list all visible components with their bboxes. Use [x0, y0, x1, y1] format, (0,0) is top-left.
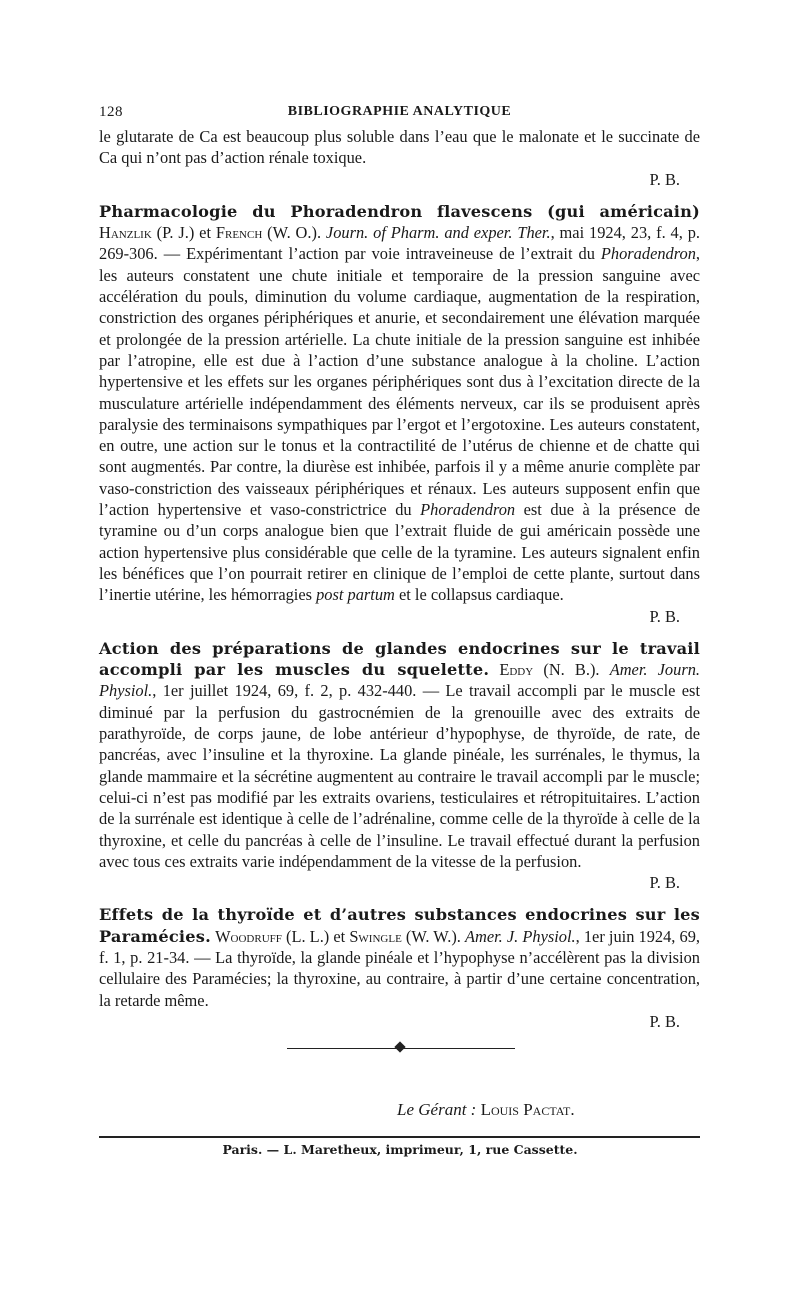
entry-paragraph: Action des préparations de glandes endocrines sur le travail accompli par les muscles du squelette. Eddy (N. B.). Amer. Journ. Physiol., 1er juillet 1924, 69, f. 2, p. 432-440. — Le travail accompli par le muscle est diminué par la perfusion du gastrocnémien de la grenouille avec des extraits de parathyroïde, de corps jaune, de lobe antérieur d’hypophyse, de thyroïde, de rate, de pancréas, avec l’insuline et la thyroxine. La glande pinéale, les surrénales, le thymus, la glande mammaire et la sécrétine augmentent au contraire le travail accompli par le muscle; celui-ci n’est pas modifié par les extraits ovariens, testiculaires et rétropituitaires. L’action de la surrénale est identique à celle de l’adrénaline, comme celle de la thyroïde à celle de la thyroxine, et celle du pancréas à celle de l’insuline. Le travail effectué durant la perfusion avec tous ces extraits varie indépendamment de la vitesse de la perfusion.	[99, 638, 700, 871]
author-name: Woodruff	[215, 926, 282, 946]
gerant-label: Le Gérant :	[397, 1100, 481, 1119]
page-header	[99, 100, 700, 126]
journal-title: Journ. of Pharm. and exper. Ther.	[325, 223, 551, 243]
citation: , 1er juillet 1924, 69, f. 2, p. 432-440. —	[152, 681, 446, 701]
entry-paragraph: Pharmacologie du Phoradendron flavescens (gui américain) Hanzlik (P. J.) et French (W. O.). Journ. of Pharm. and exper. Ther., mai 1924, 23, f. 4, p. 269-306. — Expérimentant l’action par voie intraveineuse de l’extrait du Phoradendron, les auteurs constatent une chute initiale et temporaire de la pression sanguine avec accélération du pouls, diminution du volume cardiaque, augmentation de la respiration, constriction des organes périphériques et anurie, et secondairement une élévation marquée et prolongée de la pression artérielle. La chute initiale de la pression sanguine est inhibée par l’atropine, elle est due à l’action d’une substance analogue à la choline. L’action hypertensive et les effets sur les organes périphériques sont dus à l’excitation directe de la musculature artérielle indépendamment des éléments nerveux, car ils se produisent après paralysie des terminaisons sympathiques par l’ergot et l’ergotoxine. Les auteurs constatent, en outre, une action sur le tonus et la contractilité de l’utérus de chienne et de chatte qui sont augmentés. Par contre, la diurèse est inhibée, parfois il y a même anurie complète par vaso-constriction des vaisseaux périphériques et rénaux. Les auteurs supposent enfin que l’action hypertensive et vaso-constrictrice du Phoradendron est due à la présence de tyramine ou d’un corps analogue bien que l’extrait fluide de gui américain possède une action hypertensive plus considérable que celle de la tyramine. Les auteurs signalent enfin les bénéfices que l’on pourrait retirer en clinique de l’emploi de cette plante, surtout dans l’inertie utérine, les hémorragies post partum et le collapsus cardiaque.	[99, 201, 700, 605]
signature: P. B.	[649, 1011, 680, 1031]
gerant-line	[397, 1100, 575, 1120]
bibliography-entry	[99, 201, 700, 627]
journal-title: Amer. J. Physiol.	[465, 926, 576, 946]
author-name: Eddy	[499, 660, 534, 680]
continuation-text: le glutarate de Ca est beaucoup plus soluble dans l’eau que le malonate et le succinate de Ca qui n’ont pas d’action rénale toxique.	[99, 127, 700, 168]
printer-imprint: Paris. — L. Maretheux, imprimeur, 1, rue Cassette.	[222, 1142, 578, 1157]
citation: , mai 1924, 23, f. 4, p. 269-306. —	[99, 223, 700, 264]
signature: P. B.	[649, 606, 680, 626]
footer-rule	[99, 1136, 700, 1138]
entry-title: Effets de la thyroïde et d’autres substances endocrines sur les Paramécies.	[99, 905, 700, 946]
author-name: Swingle	[349, 926, 402, 946]
article-text	[99, 126, 700, 1032]
gerant-name: Louis Pactat.	[480, 1100, 575, 1119]
bibliography-entry	[99, 904, 700, 1032]
author-name: Hanzlik	[99, 223, 152, 243]
signature: P. B.	[649, 873, 680, 893]
continuation-paragraph	[99, 126, 700, 169]
entry-body: La thyroïde, la glande pinéale et l’hypophyse n’accélèrent pas la division cellulaire des Paramécies; la thyroxine, au contraire, à partir d’une certaine concentration, la retarde même.	[99, 947, 700, 1010]
author-name: French	[215, 223, 263, 243]
entry-body: Expérimentant l’action par voie intraveineuse de l’extrait du	[186, 244, 601, 264]
entry-body: Le travail accompli par le muscle est diminué par la perfusion du gastrocnémien de la grenouille avec des extraits de parathyroïde, de corps jaune, de lobe antérieur d’hypophyse, de thyroïde, de rate, de pancréas, avec l’insuline et la thyroxine. La glande pinéale, les surrénales, le thymus, la glande mammaire et la sécrétine augmentent au contraire le travail accompli par le muscle; celui-ci n’est pas modifié par les extraits ovariens, testiculaires et rétropituitaires. L’action de la surrénale est identique à celle de l’adrénaline, comme celle de la thyroïde à celle de la thyroxine, et celle du pancréas à celle de l’insuline. Le travail effectué durant la perfusion avec tous ces extraits varie indépendamment de la vitesse de la perfusion.	[99, 681, 700, 871]
citation: , 1er juin 1924, 69, f. 1, p. 21-34. —	[99, 926, 700, 967]
page-number: 128	[99, 104, 123, 120]
journal-title: Amer. Journ. Physiol.	[99, 660, 700, 701]
running-head: BIBLIOGRAPHIE ANALYTIQUE	[287, 104, 512, 119]
bibliography-entry	[99, 638, 700, 894]
page-body	[99, 100, 700, 1032]
entry-paragraph: Effets de la thyroïde et d’autres substances endocrines sur les Paramécies. Woodruff (L. L.) et Swingle (W. W.). Amer. J. Physiol., 1er juin 1924, 69, f. 1, p. 21-34. — La thyroïde, la glande pinéale et l’hypophyse n’accélèrent pas la division cellulaire des Paramécies; la thyroxine, au contraire, à partir d’une certaine concentration, la retarde même.	[99, 905, 700, 1010]
entry-title: Pharmacologie du Phoradendron flavescens (gui américain)	[99, 201, 700, 221]
diamond-ornament-icon	[394, 1041, 405, 1052]
entry-title: Action des préparations de glandes endocrines sur le travail accompli par les muscles du squelette.	[99, 638, 700, 680]
signature: P. B.	[649, 169, 680, 189]
